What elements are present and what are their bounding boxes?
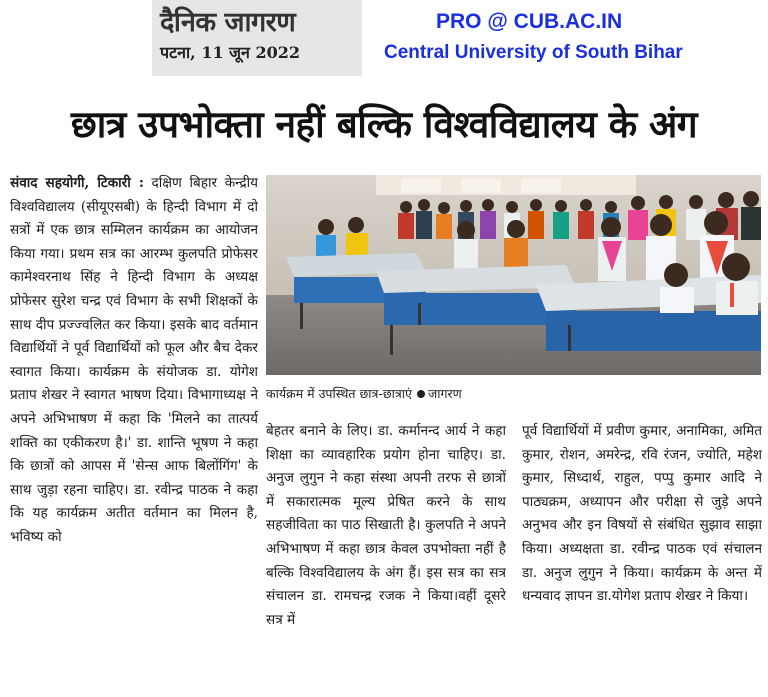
university-name: Central University of South Bihar [384, 42, 683, 63]
article-dateline: संवाद सहयोगी, टिकारी : [10, 175, 144, 191]
article-column-3: पूर्व विद्यार्थियों में प्रवीण कुमार, अनामिका, अमित कुमार, रोशन, अमरेन्द्र, रवि रंजन, ज्योति, महेश कुमार, सिध्दार्थ, राहुल, पप्पु कुमार आदि ने पाठ्यक्रम, अध्यापन और परीक्षा से जुड़े अपने अनुभव और इन विषयों से संबंधित सुझाव साझा किया। अध्यक्षता डा. रवीन्द्र पाठक एवं संचालन डा. अनुज लुगुन ने किया। कार्यक्रम के अन्त में धन्यवाद ज्ञापन डा.योगेश प्रताप शेखर ने किया। [522, 423, 762, 605]
photo-caption [266, 383, 761, 405]
article-column-2: बेहतर बनाने के लिए। डा. कर्मानन्द आर्य ने कहा शिक्षा का व्यावहारिक प्रयोग होना चाहिए। डा. अनुज लुगुन ने कहा संस्था अपनी तरफ से छात्रों में सकारात्मक मूल्य प्रेषित करने के साथ सहजीविता का पाठ सिखाती है। कुलपति ने अपने अभिभाषण में कहा छात्र केवल उपभोक्ता नहीं है बल्कि विश्वविद्यालय के अंग हैं। इस सत्र का सत्र संचालन डा. रामचन्द्र रजक ने किया।वहीं दूसरे सत्र में [266, 423, 506, 628]
article-column-1 [10, 172, 258, 692]
newspaper-name: दैनिक जागरण [160, 7, 296, 38]
edition-date: पटना, 11 जून 2022 [160, 43, 301, 62]
newspaper-masthead [152, 0, 362, 76]
caption-text: कार्यक्रम में उपस्थित छात्र-छात्राएं [266, 386, 412, 401]
pro-email: PRO @ CUB.AC.IN [436, 10, 623, 33]
bullet-dot-icon [417, 390, 425, 398]
photo-credit: जागरण [427, 386, 462, 401]
article-headline: छात्र उपभोक्ता नहीं बल्कि विश्वविद्यालय के अंग [70, 103, 698, 146]
event-photo [266, 175, 761, 375]
column-1-text: दक्षिण बिहार केन्द्रीय विश्वविद्यालय (सीयूएसबी) के हिन्दी विभाग में दो सत्रों में एक छात्र सम्मिलन कार्यक्रम का आयोजन किया गया। प्रथम सत्र का आरम्भ कुलपति प्रोफेसर कामेश्वरनाथ सिंह ने हिन्दी विभाग के अध्यक्ष प्रोफेसर सुरेश चन्द्र एवं विभाग के सभी शिक्षकों के साथ दीप प्रज्ज्वलित कर किया। इसके बाद वर्तमान विद्यार्थियों ने पूर्व विद्यार्थियों को फूल और बैच देकर स्वागत किया। कार्यक्रम के संयोजक डा. योगेश प्रताप शेखर ने स्वागत भाषण दिया। विभागाध्यक्ष ने अपने अभिभाषण में कहा कि 'मिलने का तात्पर्य शक्ति का एकीकरण है।' डा. शान्ति भूषण ने कहा कि छात्रों को आपस में 'सेन्स आफ बिलोंगिंग' के साथ जुड़ा रहना चाहिए। डा. रवीन्द्र पाठक ने कहा कि यह कार्यक्रम अतीत वर्तमान का मिलन है, भविष्य को [10, 175, 258, 545]
